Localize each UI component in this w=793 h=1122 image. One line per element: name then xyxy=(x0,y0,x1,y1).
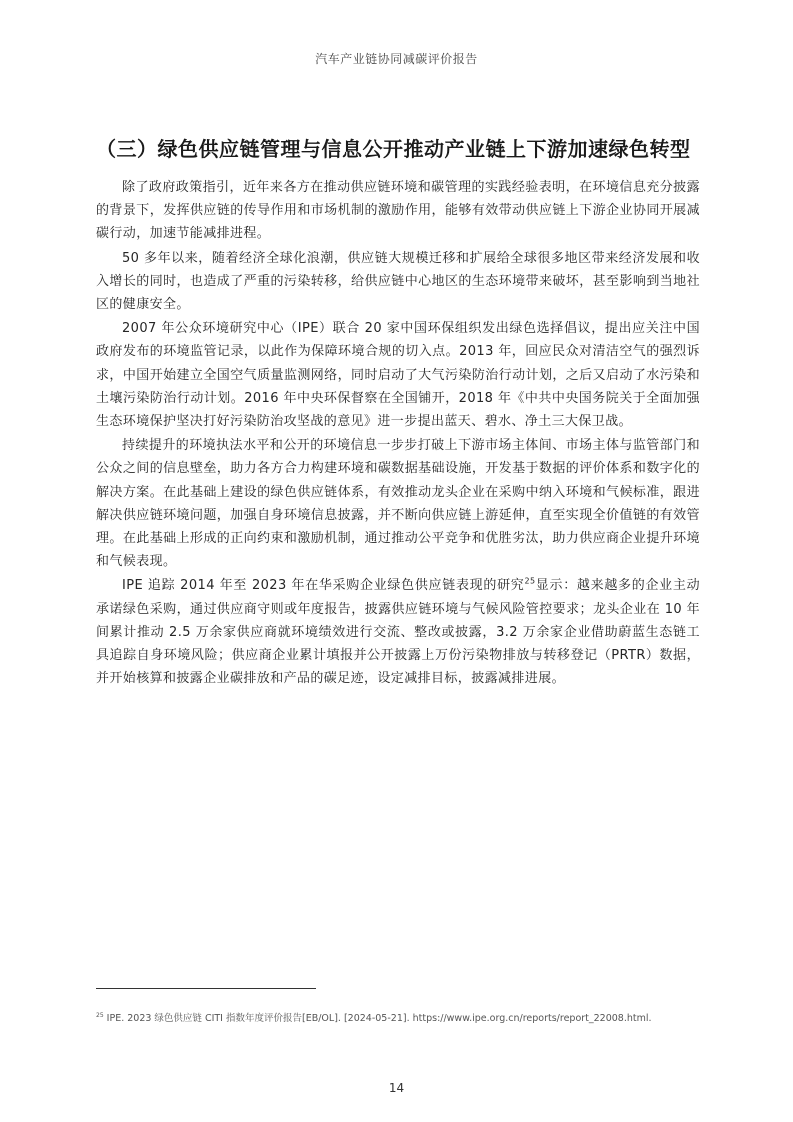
paragraph-1: 除了政府政策指引，近年来各方在推动供应链环境和碳管理的实践经验表明，在环境信息充分披露的背景下，发挥供应链的传导作用和市场机制的激励作用，能够有效带动供应链上下游企业协同开展减碳行动，加速节能减排进程。 xyxy=(96,180,700,242)
paragraph-5-text-a: IPE 追踪 2014 年至 2023 年在华采购企业绿色供应链表现的研究 xyxy=(122,578,525,594)
footnote-number: 25 xyxy=(96,1011,104,1019)
page-number: 14 xyxy=(388,1081,405,1095)
running-header: 汽车产业链协同减碳评价报告 xyxy=(315,52,478,66)
footnote xyxy=(96,1010,706,1024)
paragraph-5 xyxy=(96,574,700,690)
body-text xyxy=(96,176,700,691)
footnote-separator xyxy=(96,988,316,989)
paragraph-5-text-b: 显示：越来越多的企业主动承诺绿色采购，通过供应商守则或年度报告，披露供应链环境与气候风险管控要求；龙头企业在 10 年间累计推动 2.5 万余家供应商就环境绩效进行交流、整改或披露，3.2 万余家企业借助蔚蓝生态链工具追踪自身环境风险；供应商企业累计填报并公开披露上万份污染物排放与转移登记（PRTR）数据，并开始核算和披露企业碳排放和产品的碳足迹，设定减排目标，披露减排进展。 xyxy=(96,578,700,687)
paragraph-4: 持续提升的环境执法水平和公开的环境信息一步步打破上下游市场主体间、市场主体与监管部门和公众之间的信息壁垒，助力各方合力构建环境和碳数据基础设施，开发基于数据的评价体系和数字化的解决方案。在此基础上建设的绿色供应链体系，有效推动龙头企业在采购中纳入环境和气候标准，跟进解决供应链环境问题，加强自身环境信息披露，并不断向供应链上游延伸，直至实现全价值链的有效管理。在此基础上形成的正向约束和激励机制，通过推动公平竞争和优胜劣汰，助力供应商企业提升环境和气候表现。 xyxy=(96,438,700,570)
footnote-reference[interactable]: 25 xyxy=(524,577,536,587)
section-title: （三）绿色供应链管理与信息公开推动产业链上下游加速绿色转型 xyxy=(96,137,691,161)
paragraph-3: 2007 年公众环境研究中心（IPE）联合 20 家中国环保组织发出绿色选择倡议，提出应关注中国政府发布的环境监管记录，以此作为保障环境合规的切入点。2013 年，回应民众对清洁空气的强烈诉求，中国开始建立全国空气质量监测网络，同时启动了大气污染防治行动计划，之后又启动了水污染和土壤污染防治行动计划。2016 年中央环保督察在全国铺开，2018 年《中共中央国务院关于全面加强生态环境保护坚决打好污染防治攻坚战的意见》进一步提出蓝天、碧水、净土三大保卫战。 xyxy=(96,321,700,430)
footnote-text: IPE. 2023 绿色供应链 CITI 指数年度评价报告[EB/OL]. [2024-05-21]. https://www.ipe.org.cn/reports/report_22008.html. xyxy=(103,1013,652,1024)
paragraph-2: 50 多年以来，随着经济全球化浪潮，供应链大规模迁移和扩展给全球很多地区带来经济发展和收入增长的同时，也造成了严重的污染转移，给供应链中心地区的生态环境带来破坏，甚至影响到当地社区的健康安全。 xyxy=(96,250,700,313)
